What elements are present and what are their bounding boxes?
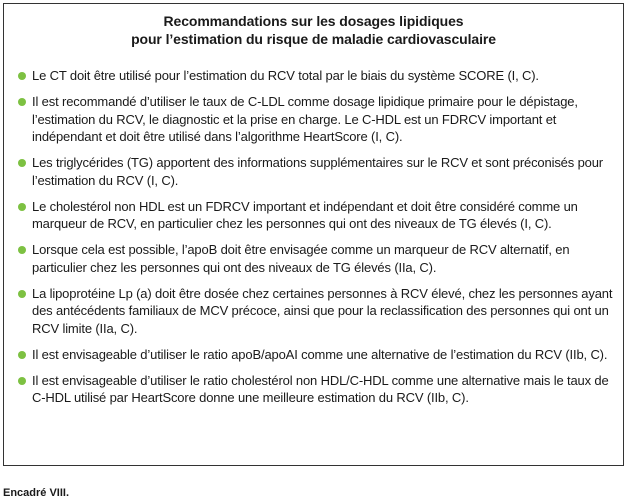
- list-item-text: Il est envisageable d’utiliser le ratio apoB/apoAI comme une alternative de l’estimation du RCV (IIb, C).: [32, 346, 608, 362]
- list-item-text: Il est envisageable d’utiliser le ratio cholestérol non HDL/C-HDL comme une alternative mais le taux de C-HDL utilisé par HeartScore donne une meilleure estimation du RCV (IIb, C).: [32, 372, 609, 405]
- list-item-text: Les triglycérides (TG) apportent des informations supplémentaires sur le RCV et sont préconisés pour l’estimation du RCV (I, C).: [32, 155, 603, 188]
- list-item: [20, 67, 613, 85]
- bullet-icon: [18, 159, 26, 167]
- box-title-line-2: pour l’estimation du risque de maladie cardiovasculaire: [131, 31, 496, 47]
- bullet-icon: [18, 377, 26, 385]
- list-item-text: Le CT doit être utilisé pour l’estimation du RCV total par le biais du système SCORE (I, C).: [32, 68, 539, 83]
- bullet-icon: [18, 246, 26, 254]
- recommendations-list: [4, 67, 623, 407]
- box-title: [34, 12, 593, 48]
- list-item-text: Il est recommandé d’utiliser le taux de C-LDL comme dosage lipidique primaire pour le dépistage, l’estimation du RCV, le diagnostic et la prise en charge. Le C-HDL est un FDRCV important et indépendant et doit être utilisé dans l’algorithme HeartScore (I, C).: [32, 94, 578, 144]
- list-item-text: La lipoprotéine Lp (a) doit être dosée chez certaines personnes à RCV élevé, chez les personnes ayant des antécédents familiaux de MCV précoce, ainsi que pour la reclassification des personnes qui ont un RCV limite (IIa, C).: [32, 285, 613, 336]
- bullet-icon: [18, 98, 26, 106]
- bullet-icon: [18, 290, 26, 298]
- list-item: [20, 154, 613, 189]
- list-item-text: Lorsque cela est possible, l’apoB doit être envisagée comme un marqueur de RCV alternatif, en particulier chez les personnes qui ont des niveaux de TG élevés (IIa, C).: [32, 242, 570, 275]
- list-item: [20, 241, 613, 276]
- bullet-icon: [18, 72, 26, 80]
- list-item: [20, 198, 613, 233]
- bullet-icon: [18, 203, 26, 211]
- list-item: [20, 285, 613, 338]
- list-item: [20, 346, 613, 364]
- figure-caption: Encadré VIII.: [3, 487, 70, 499]
- list-item-text: Le cholestérol non HDL est un FDRCV important et indépendant et doit être considéré comme un marqueur de RCV, en particulier chez les personnes qui ont des niveaux de TG élevés (I, C).: [32, 198, 578, 231]
- box-title-line-1: Recommandations sur les dosages lipidiques: [163, 13, 464, 29]
- list-item: [20, 93, 613, 146]
- bullet-icon: [18, 351, 26, 359]
- recommendations-box: [3, 3, 624, 466]
- list-item: [20, 372, 613, 407]
